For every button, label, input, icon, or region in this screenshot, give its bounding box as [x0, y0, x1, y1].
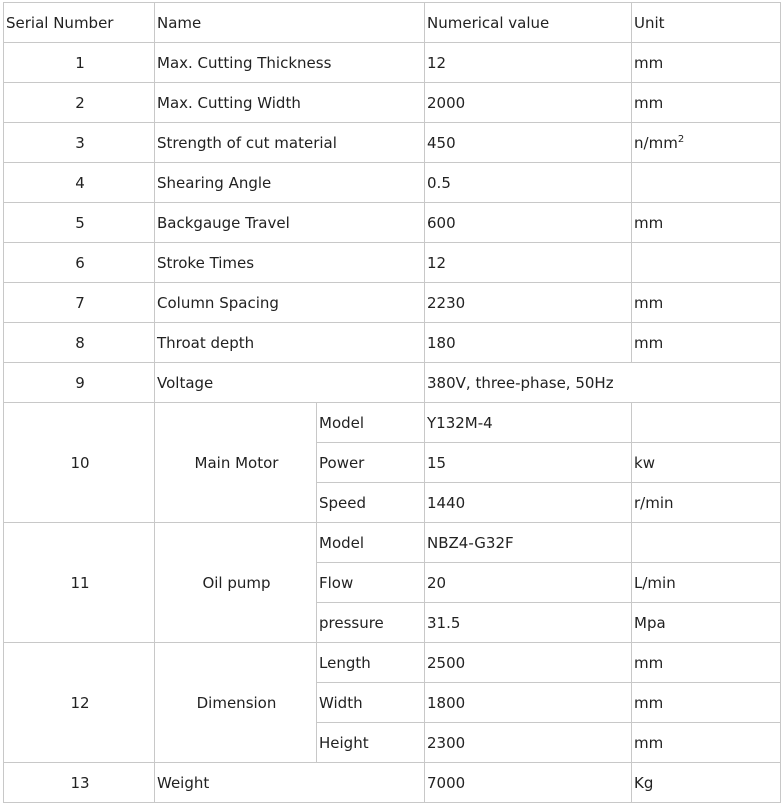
sub-name-cell: Width: [317, 683, 425, 723]
serial-cell: 5: [4, 203, 155, 243]
name-cell: Backgauge Travel: [155, 203, 425, 243]
unit-cell: r/min: [632, 483, 781, 523]
name-cell: Max. Cutting Width: [155, 83, 425, 123]
name-cell: Column Spacing: [155, 283, 425, 323]
serial-cell: 8: [4, 323, 155, 363]
value-cell: 12: [425, 243, 632, 283]
value-cell: 1800: [425, 683, 632, 723]
unit-cell: [632, 523, 781, 563]
table-row: [4, 323, 781, 363]
unit-cell: kw: [632, 443, 781, 483]
unit-superscript: 2: [677, 133, 685, 145]
table-row: [4, 283, 781, 323]
value-cell: 2300: [425, 723, 632, 763]
value-cell: 600: [425, 203, 632, 243]
value-cell: 12: [425, 43, 632, 83]
table-header-row: [4, 3, 781, 43]
sub-name-cell: Model: [317, 403, 425, 443]
header-unit: Unit: [632, 3, 781, 43]
serial-cell: 11: [4, 523, 155, 643]
name-cell: Stroke Times: [155, 243, 425, 283]
name-cell: Max. Cutting Thickness: [155, 43, 425, 83]
value-cell: NBZ4-G32F: [425, 523, 632, 563]
unit-cell: mm: [632, 83, 781, 123]
table-row: [4, 83, 781, 123]
unit-cell: mm: [632, 643, 781, 683]
value-cell: 20: [425, 563, 632, 603]
value-cell: 7000: [425, 763, 632, 803]
sub-name-cell: Flow: [317, 563, 425, 603]
value-cell: 31.5: [425, 603, 632, 643]
sub-name-cell: Model: [317, 523, 425, 563]
value-cell: 2500: [425, 643, 632, 683]
value-cell: 2230: [425, 283, 632, 323]
unit-cell: mm: [632, 43, 781, 83]
table-row: [4, 643, 781, 683]
name-cell: Throat depth: [155, 323, 425, 363]
value-cell: 180: [425, 323, 632, 363]
header-name: Name: [155, 3, 425, 43]
serial-cell: 7: [4, 283, 155, 323]
table-row: [4, 763, 781, 803]
serial-cell: 6: [4, 243, 155, 283]
table-row: [4, 363, 781, 403]
name-cell: Weight: [155, 763, 425, 803]
serial-cell: 9: [4, 363, 155, 403]
unit-cell: mm: [632, 203, 781, 243]
table-row: [4, 523, 781, 563]
serial-cell: 10: [4, 403, 155, 523]
name-cell: Strength of cut material: [155, 123, 425, 163]
unit-cell: [632, 163, 781, 203]
group-name-cell: Main Motor: [155, 403, 317, 523]
unit-cell: L/min: [632, 563, 781, 603]
serial-cell: 12: [4, 643, 155, 763]
unit-cell: [632, 403, 781, 443]
sub-name-cell: Length: [317, 643, 425, 683]
serial-cell: 4: [4, 163, 155, 203]
table-row: [4, 123, 781, 163]
unit-cell: Kg: [632, 763, 781, 803]
name-cell: Voltage: [155, 363, 425, 403]
value-cell: 0.5: [425, 163, 632, 203]
table-row: [4, 163, 781, 203]
value-cell: 450: [425, 123, 632, 163]
unit-cell: [632, 243, 781, 283]
value-cell: 380V, three-phase, 50Hz: [425, 363, 781, 403]
specification-table: [3, 2, 781, 803]
serial-cell: 1: [4, 43, 155, 83]
sub-name-cell: pressure: [317, 603, 425, 643]
unit-cell: Mpa: [632, 603, 781, 643]
sub-name-cell: Height: [317, 723, 425, 763]
header-numerical-value: Numerical value: [425, 3, 632, 43]
value-cell: Y132M-4: [425, 403, 632, 443]
name-cell: Shearing Angle: [155, 163, 425, 203]
unit-cell: [632, 123, 781, 163]
table-row: [4, 403, 781, 443]
serial-cell: 3: [4, 123, 155, 163]
unit-cell: mm: [632, 283, 781, 323]
serial-cell: 2: [4, 83, 155, 123]
value-cell: 15: [425, 443, 632, 483]
value-cell: 2000: [425, 83, 632, 123]
table-row: [4, 43, 781, 83]
sub-name-cell: Power: [317, 443, 425, 483]
sub-name-cell: Speed: [317, 483, 425, 523]
unit-cell: mm: [632, 323, 781, 363]
table-row: [4, 243, 781, 283]
table-row: [4, 203, 781, 243]
group-name-cell: Dimension: [155, 643, 317, 763]
unit-cell: mm: [632, 683, 781, 723]
unit-text: n/mm: [634, 133, 678, 152]
header-serial-number: Serial Number: [4, 3, 155, 43]
unit-cell: mm: [632, 723, 781, 763]
serial-cell: 13: [4, 763, 155, 803]
group-name-cell: Oil pump: [155, 523, 317, 643]
value-cell: 1440: [425, 483, 632, 523]
